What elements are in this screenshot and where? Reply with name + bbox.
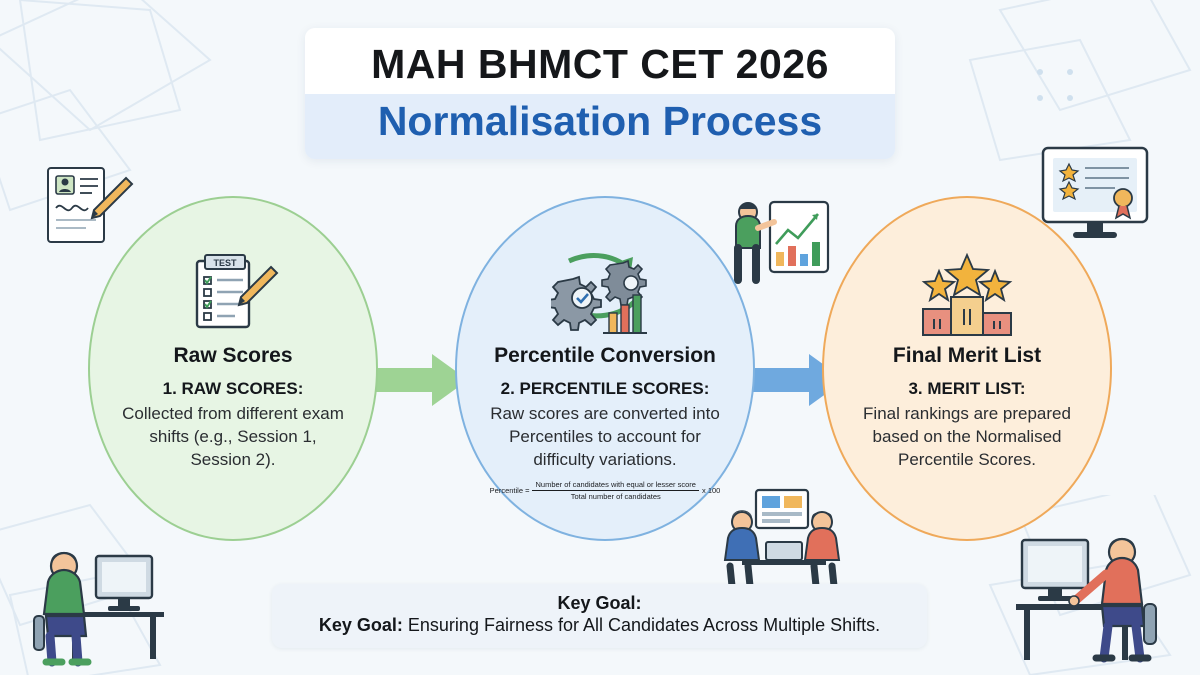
step-card-raw-scores [88, 196, 378, 541]
step-body: Raw scores are converted into Percentiles to account for difficulty variations. [490, 404, 720, 469]
step-body: Collected from different exam shifts (e.g., Session 1, Session 2). [122, 404, 344, 469]
person-at-desktop-icon [18, 520, 168, 670]
step-card-percentile-conversion [455, 196, 755, 541]
svg-text:TEST: TEST [213, 258, 237, 268]
step-card-final-merit-list [822, 196, 1112, 541]
podium-stars-icon [917, 250, 1017, 342]
formula-denominator: Total number of candidates [570, 491, 661, 501]
formula-multiplier: x 100 [701, 485, 721, 495]
key-goal-title: Key Goal: [557, 593, 642, 613]
two-people-laptop-icon [718, 482, 848, 590]
key-goal-label: Key Goal: [318, 615, 403, 635]
step-subheading: 2. PERCENTILE SCORES: [500, 379, 710, 398]
step-body: Final rankings are prepared based on the Normalised Percentile Scores. [863, 404, 1071, 469]
formula-numerator: Number of candidates with equal or lesser score [532, 480, 699, 491]
title-line-1: MAH BHMCT CET 2026 [371, 41, 829, 87]
step-heading: Final Merit List [892, 344, 1042, 367]
key-goal-text [286, 615, 913, 636]
person-typing-desktop-icon [1010, 508, 1180, 668]
key-goal-banner [272, 584, 927, 648]
bg-dots [1030, 58, 1150, 118]
title-secondary [305, 94, 895, 159]
id-document-pen-icon [40, 162, 136, 252]
step-subheading: 1. RAW SCORES: [162, 379, 304, 398]
title-line-2: Normalisation Process [377, 98, 823, 144]
test-paper-icon [187, 250, 279, 342]
step-heading: Percentile Conversion [494, 344, 716, 367]
percentile-formula [490, 480, 721, 501]
step-heading: Raw Scores [173, 344, 293, 367]
step-subheading: 3. MERIT LIST: [908, 379, 1026, 398]
presenter-chart-icon [726, 196, 830, 290]
title-primary [305, 28, 895, 94]
formula-label: Percentile = [489, 485, 530, 495]
gears-chart-icon [551, 250, 659, 342]
key-goal-sentence: Ensuring Fairness for All Candidates Across Multiple Shifts. [407, 615, 881, 635]
title-block [305, 28, 895, 159]
